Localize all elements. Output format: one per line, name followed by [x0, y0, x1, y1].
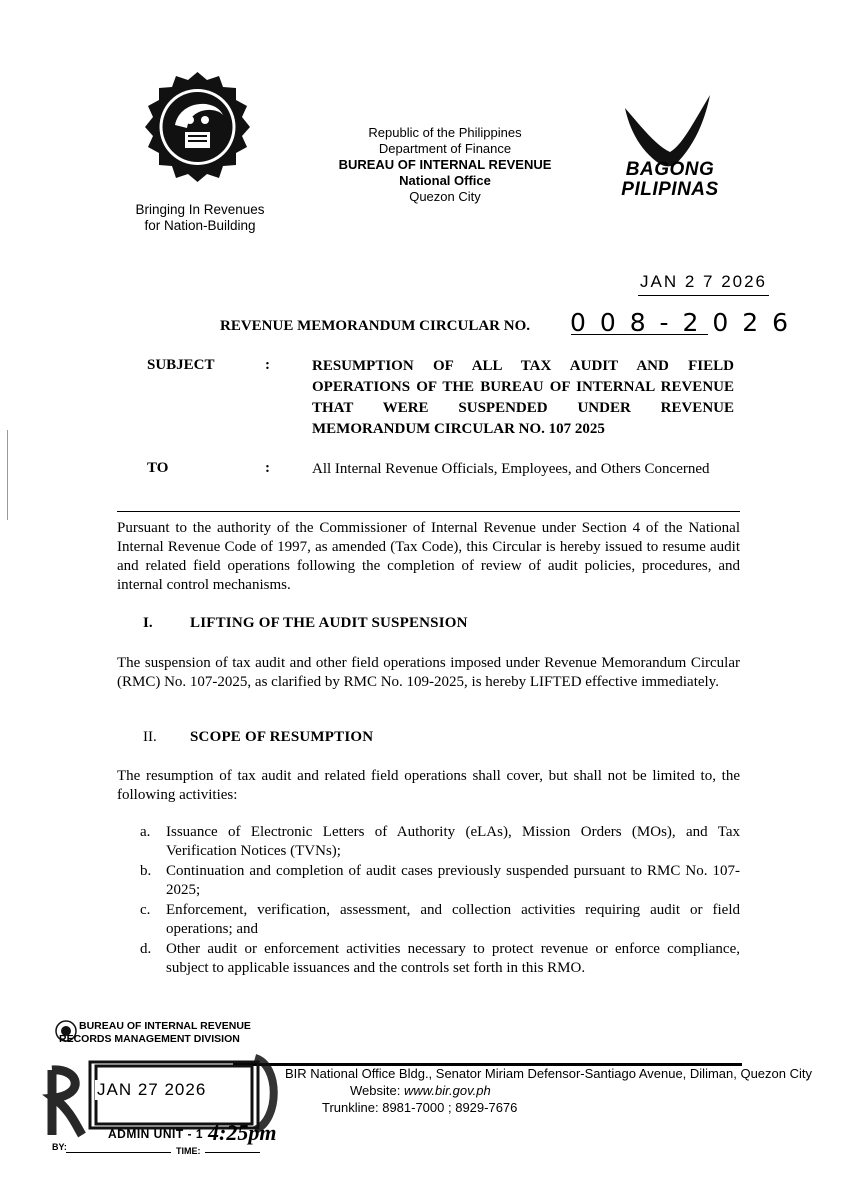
stamp-received-date: JAN 27 2026 [97, 1080, 207, 1099]
section-1-title: LIFTING OF THE AUDIT SUSPENSION [190, 615, 468, 631]
website-label: Website: [350, 1083, 401, 1098]
stamp-by-line [66, 1152, 171, 1153]
section-2-number: II. [143, 729, 157, 745]
stamp-handwritten-time: 4:25pm [208, 1120, 277, 1145]
subject-text: RESUMPTION OF ALL TAX AUDIT AND FIELD OPERATIONS OF THE BUREAU OF INTERNAL REVENUE THAT WERE SUSPENDED UNDER REVENUE MEMORANDUM CIRCULAR NO. 107 2025 [312, 358, 734, 437]
stamp-org: BUREAU OF INTERNAL REVENUE [79, 1020, 251, 1032]
scan-edge-mark [7, 430, 8, 520]
tagline-line-2: for Nation-Building [144, 218, 256, 233]
section-2-body: The resumption of tax audit and related field operations shall cover, but shall not be limited to, the following activities: [117, 768, 740, 803]
list-item [140, 940, 740, 978]
list-item [140, 901, 740, 939]
header-divider [117, 511, 740, 512]
issue-date: JAN 2 7 2026 [638, 272, 769, 296]
stamp-time-label: TIME: [176, 1146, 201, 1156]
bagong-pilipinas-wordmark [600, 160, 740, 200]
list-marker: a. [140, 824, 151, 840]
website-url: www.bir.gov.ph [403, 1083, 491, 1098]
intro-paragraph: Pursuant to the authority of the Commissioner of Internal Revenue under Section 4 of the National Internal Revenue Code of 1997, as amended (Tax Code), this Circular is hereby issued to resume audit and related field operations following the completion of review of audit policies, procedures, and internal control mechanisms. [117, 520, 740, 593]
list-marker: c. [140, 902, 151, 918]
list-marker: b. [140, 863, 152, 879]
list-item-text: Enforcement, verification, assessment, and collection activities requiring audit or field operations; and [166, 902, 740, 937]
subject-colon: : [265, 357, 270, 373]
rmc-label: REVENUE MEMORANDUM CIRCULAR NO. [220, 318, 530, 334]
list-item-text: Issuance of Electronic Letters of Authority (eLAs), Mission Orders (MOs), and Tax Verification Notices (TVNs); [166, 824, 740, 859]
activity-list [140, 823, 740, 979]
tagline-line-1: Bringing In Revenues [135, 202, 265, 217]
list-item-text: Continuation and completion of audit cases previously suspended pursuant to RMC No. 107-2025; [166, 863, 740, 898]
bir-tagline [120, 202, 280, 234]
bir-seal-logo [135, 70, 260, 195]
to-colon: : [265, 460, 270, 476]
list-item [140, 862, 740, 900]
letterhead [300, 125, 590, 205]
section-2-title: SCOPE OF RESUMPTION [190, 729, 374, 745]
to-label: TO [147, 460, 169, 476]
rmc-number-underline [571, 334, 708, 335]
stamp-unit: ADMIN UNIT - 1 [108, 1127, 203, 1141]
footer-trunkline: Trunkline: 8981-7000 ; 8929-7676 [322, 1100, 518, 1115]
bp-line-1: BAGONG [625, 159, 715, 180]
list-item [140, 823, 740, 861]
to-text: All Internal Revenue Officials, Employees, and Others Concerned [312, 461, 710, 477]
city-name: Quezon City [409, 189, 481, 204]
department-name: Department of Finance [378, 141, 512, 156]
list-marker: d. [140, 941, 152, 957]
section-1-body: The suspension of tax audit and other field operations imposed under Revenue Memorandum Circular (RMC) No. 107-2025, as clarified by RMC No. 109-2025, is hereby LIFTED effective immediately. [117, 655, 740, 690]
stamp-by-label: BY: [52, 1142, 67, 1152]
rmc-number: 0 0 8 - 2 0 2 6 [570, 308, 791, 337]
list-item-text: Other audit or enforcement activities necessary to protect revenue or enforce compliance, subject to applicable issuances and the controls set forth in this RMO. [166, 941, 740, 976]
footer-address: BIR National Office Bldg., Senator Miriam Defensor-Santiago Avenue, Diliman, Quezon City [285, 1066, 812, 1081]
country-name: Republic of the Philippines [368, 125, 522, 140]
office-name: National Office [399, 173, 491, 188]
section-1-number: I. [143, 615, 153, 631]
footer-website [350, 1083, 491, 1098]
stamp-time-line [205, 1152, 260, 1153]
bp-line-2: PILIPINAS [621, 179, 719, 200]
bureau-name: BUREAU OF INTERNAL REVENUE [338, 157, 552, 172]
bagong-pilipinas-logo [620, 90, 720, 168]
stamp-division: RECORDS MANAGEMENT DIVISION [59, 1033, 240, 1045]
subject-label: SUBJECT [147, 357, 215, 373]
